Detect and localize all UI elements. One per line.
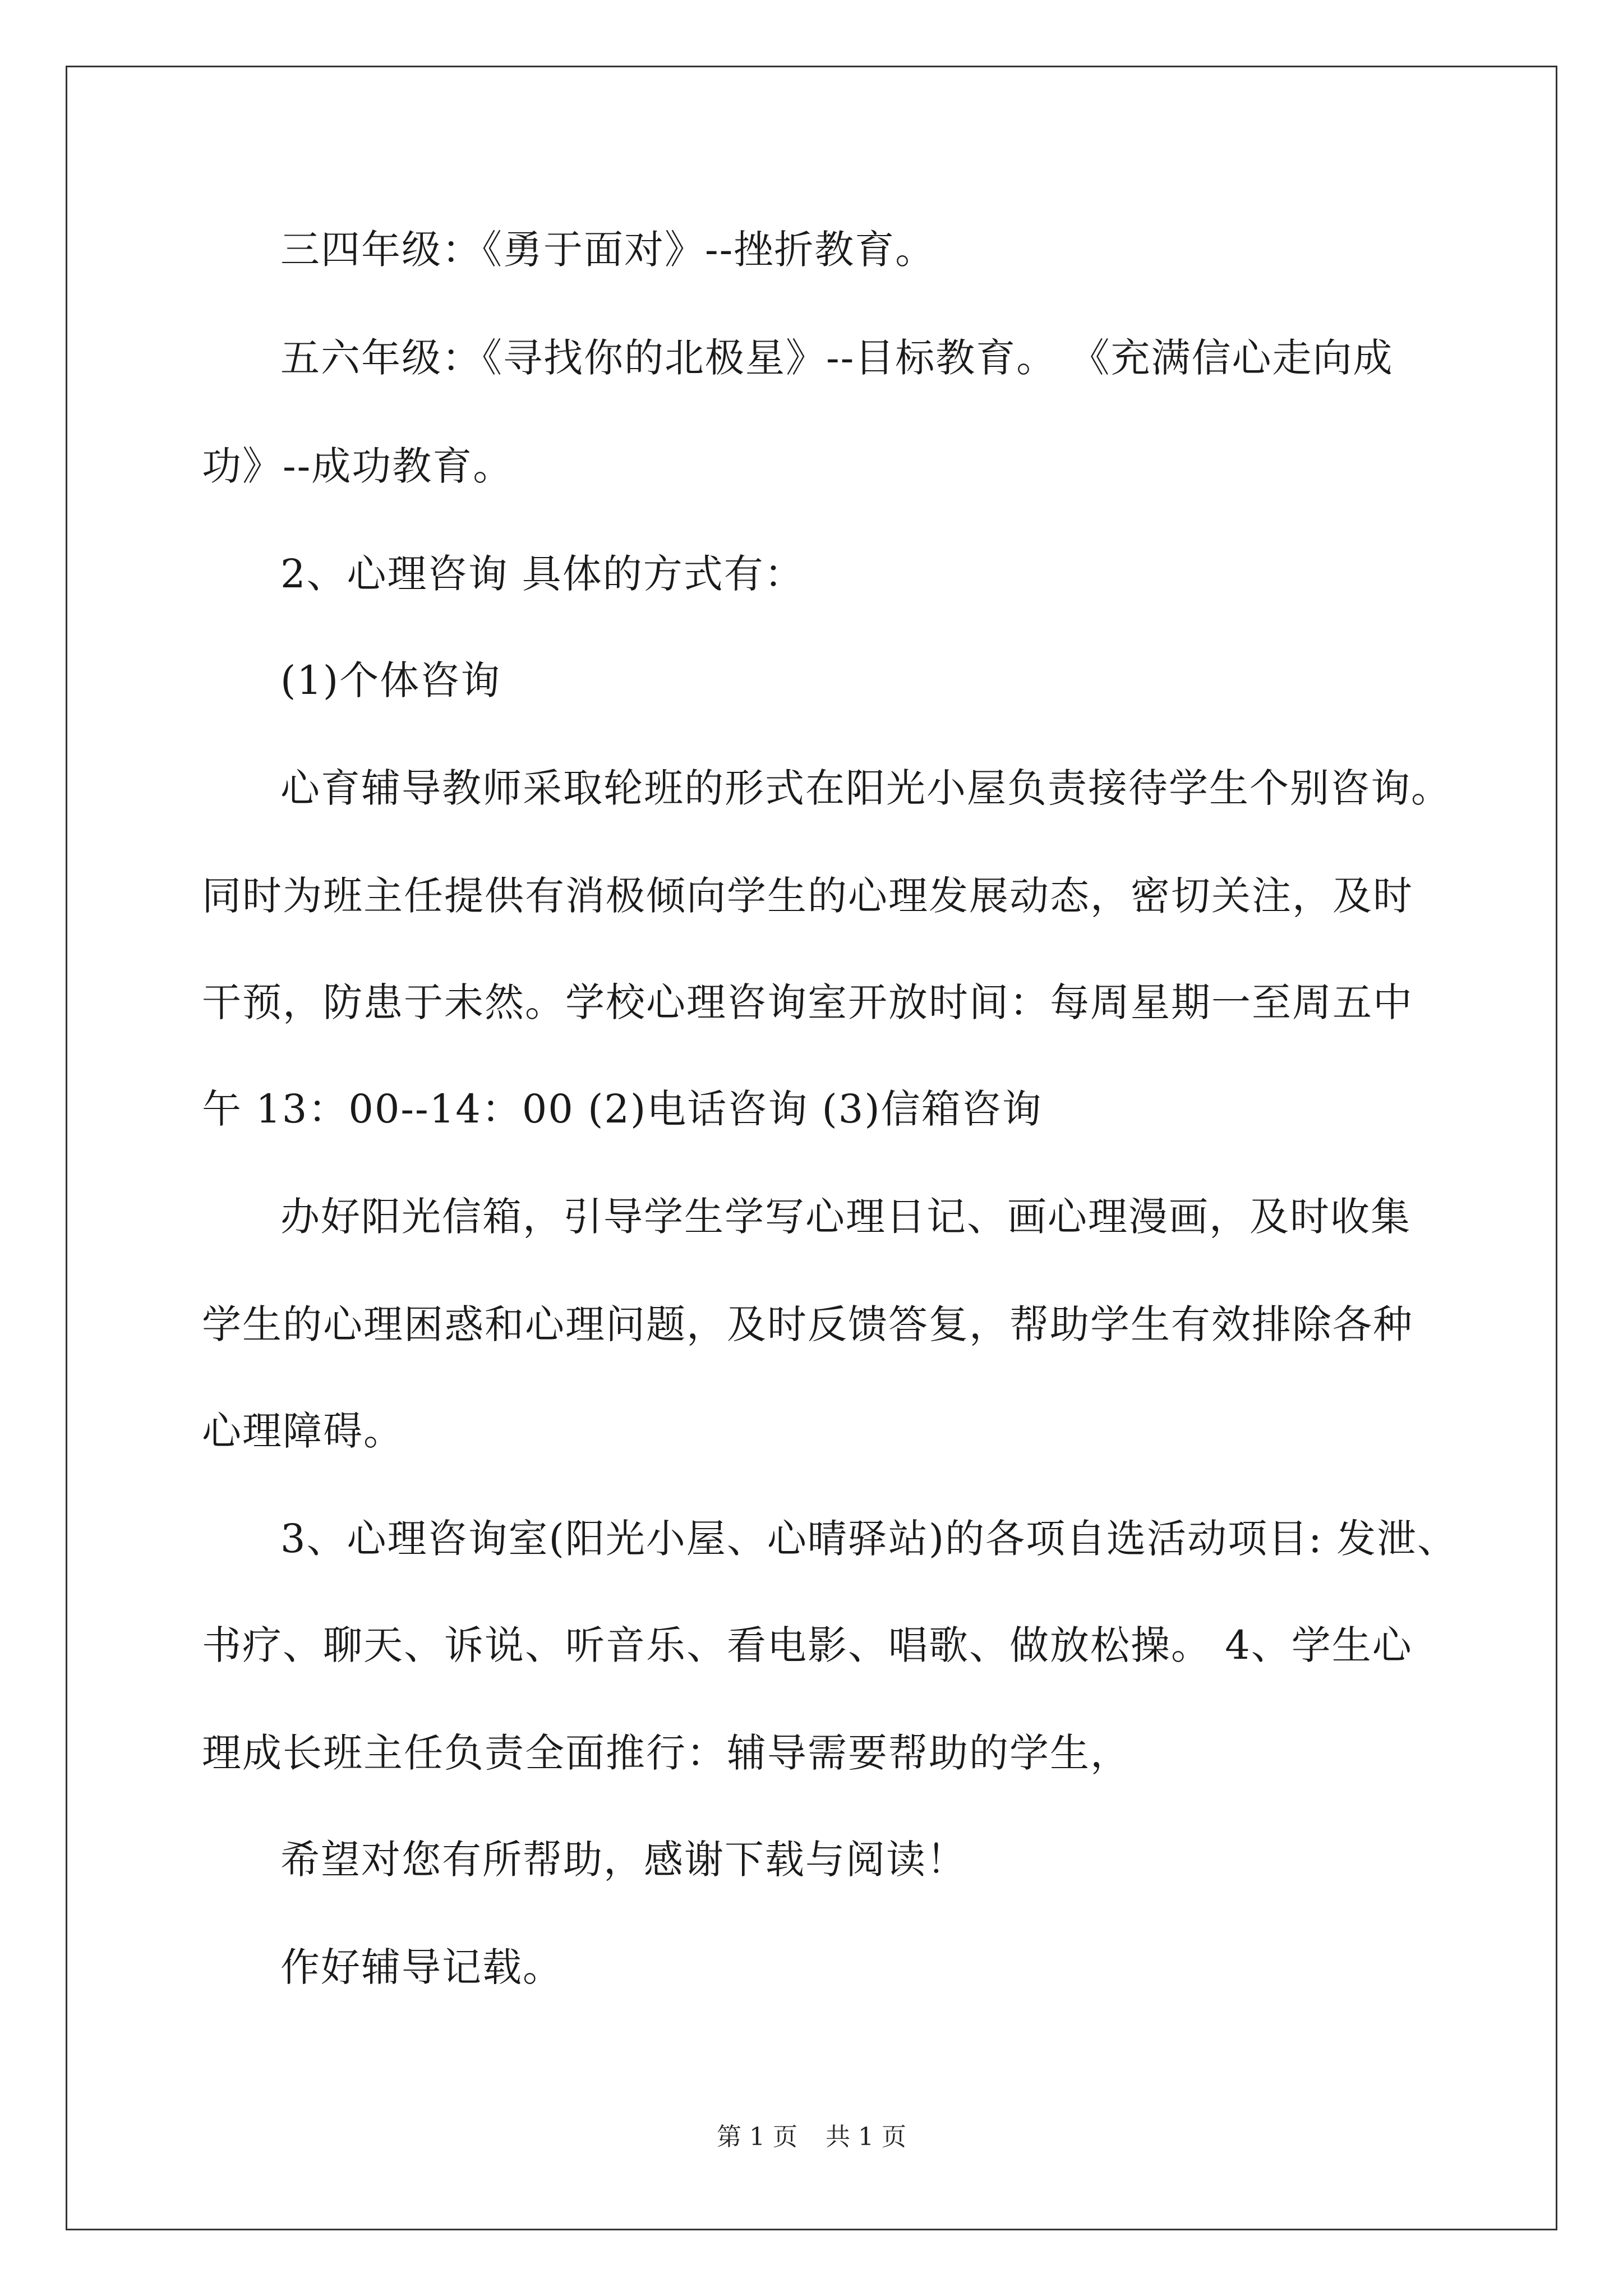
text-line: 办好阳光信箱，引导学生学写心理日记、画心理漫画，及时收集 <box>280 1194 1411 1240</box>
text-line: 午 13：00--14：00 (2)电话咨询 (3)信箱咨询 <box>202 1086 1043 1132</box>
text-line: 三四年级：《勇于面对》--挫折教育。 <box>280 227 936 273</box>
page-border <box>66 66 1557 2230</box>
text-line: (1)个体咨询 <box>280 657 501 703</box>
text-line: 学生的心理困惑和心理问题，及时反馈答复，帮助学生有效排除各种 <box>202 1301 1413 1347</box>
text-line: 心理障碍。 <box>202 1408 404 1454</box>
text-line: 希望对您有所帮助，感谢下载与阅读！ <box>280 1837 967 1883</box>
text-line: 干预，防患于未然。学校心理咨询室开放时间：每周星期一至周五中 <box>202 979 1413 1025</box>
text-line: 书疗、聊天、诉说、听音乐、看电影、唱歌、做放松操。 4、学生心 <box>202 1622 1413 1668</box>
text-line: 功》--成功教育。 <box>202 443 514 489</box>
page-total: 共 1 页 <box>826 2123 906 2151</box>
text-line: 同时为班主任提供有消极倾向学生的心理发展动态，密切关注，及时 <box>202 873 1413 919</box>
text-line: 作好辅导记载。 <box>280 1944 563 1990</box>
page-number: 第 1 页 <box>717 2123 797 2151</box>
text-line: 心育辅导教师采取轮班的形式在阳光小屋负责接待学生个别咨询。 <box>280 765 1451 811</box>
page-footer <box>0 2125 1623 2150</box>
text-line: 2、心理咨询 具体的方式有： <box>280 551 805 597</box>
text-line: 3、心理咨询室(阳光小屋、心晴驿站)的各项自选活动项目: 发泄、 <box>280 1516 1458 1562</box>
text-line: 理成长班主任负责全面推行：辅导需要帮助的学生， <box>202 1730 1131 1776</box>
text-line: 五六年级：《寻找你的北极星》--目标教育。 《充满信心走向成 <box>280 335 1394 381</box>
